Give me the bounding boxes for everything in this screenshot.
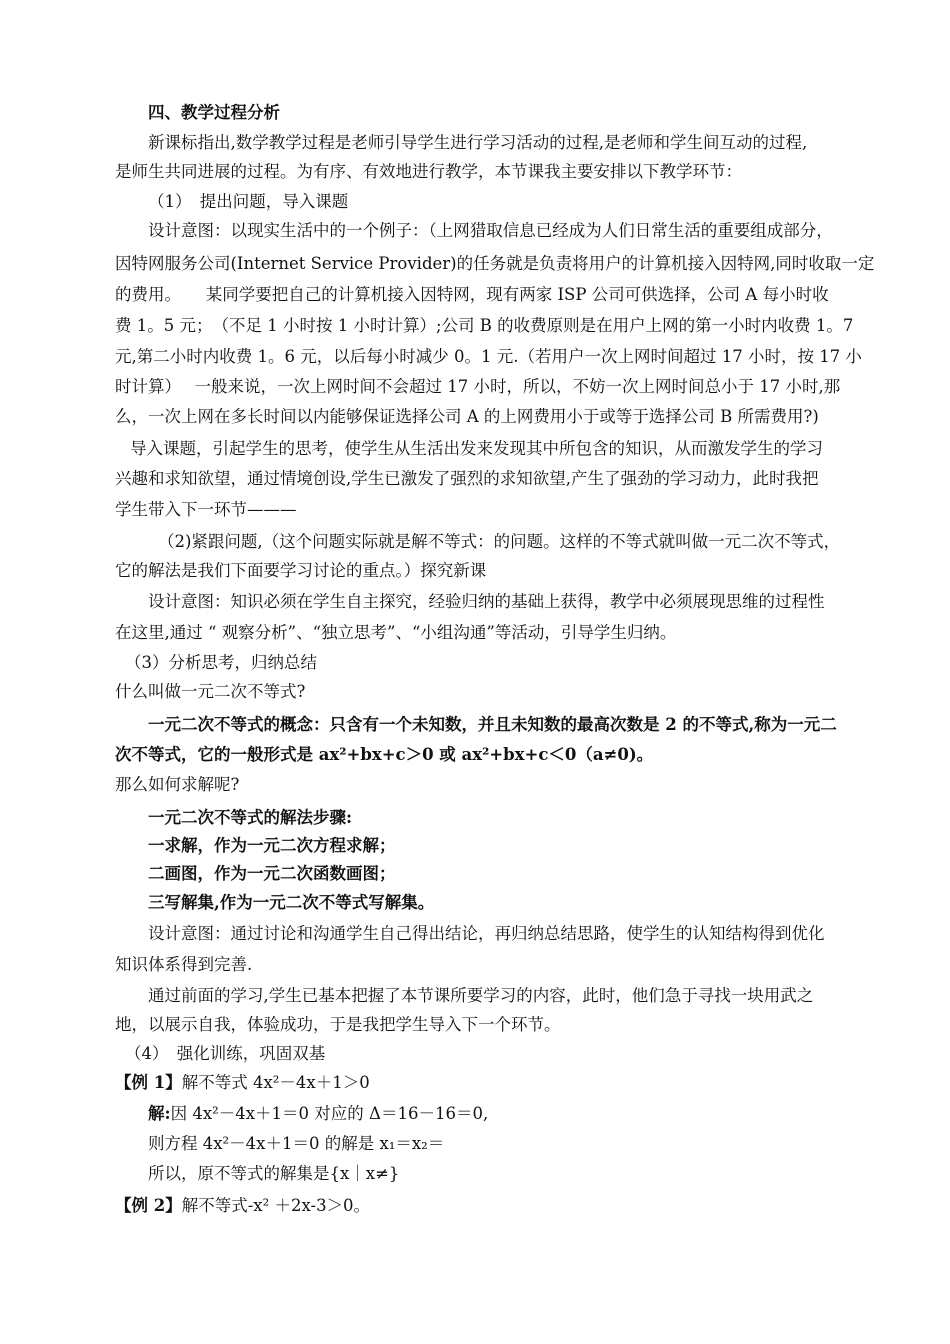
solution-label: 解: — [148, 1104, 171, 1123]
paragraph-line: 在这里,通过 “ 观察分析”、“独立思考”、“小组沟通”等活动，引导学生归纳。 — [115, 623, 677, 642]
paragraph-line: 费 1。5 元； （不足 1 小时按 1 小时计算）;公司 B 的收费原则是在用户上网的第一小时内收费 1。7 — [115, 316, 854, 335]
concept-line: 一元二次不等式的概念：只含有一个未知数，并且未知数的最高次数是 2 的不等式,称为一元二 — [148, 715, 837, 734]
solution-text: 因 4x²－4x＋1＝0 对应的 Δ＝16－16＝0, — [170, 1104, 489, 1123]
example-label: 【例 1】 — [115, 1073, 182, 1092]
paragraph-line: 它的解法是我们下面要学习讨论的重点。）探究新课 — [115, 561, 487, 580]
paragraph-line: 时计算） 一般来说，一次上网时间不会超过 17 小时，所以，不妨一次上网时间总小于 17 小时,那 — [115, 377, 841, 396]
solution-line: 则方程 4x²－4x＋1＝0 的解是 x₁＝x₂＝ — [148, 1134, 445, 1153]
paragraph-line: 因特网服务公司(Internet Service Provider)的任务就是负责将用户的计算机接入因特网,同时收取一定 — [115, 254, 875, 273]
solution-line: 所以，原不等式的解集是{x｜x≠} — [148, 1164, 400, 1183]
example-text: 解不等式-x² ＋2x-3＞0。 — [181, 1196, 371, 1215]
step-item: 二画图，作为一元二次函数画图； — [148, 864, 396, 883]
step-item: 一求解，作为一元二次方程求解； — [148, 836, 396, 855]
concept-line: 次不等式，它的一般形式是 ax²+bx+c＞0 或 ax²+bx+c＜0（a≠0)。 — [115, 745, 654, 764]
step-heading: （4） 强化训练，巩固双基 — [125, 1044, 326, 1063]
example-2 — [115, 1194, 370, 1218]
question-line: 什么叫做一元二次不等式? — [115, 682, 306, 701]
paragraph-line: 的费用。 某同学要把自己的计算机接入因特网，现有两家 ISP 公司可供选择，公司 A 每小时收 — [115, 285, 829, 304]
paragraph-line: 通过前面的学习,学生已基本把握了本节课所要学习的内容，此时，他们急于寻找一块用武之 — [148, 986, 814, 1005]
question-line: 那么如何求解呢? — [115, 775, 240, 794]
paragraph-line: 设计意图：知识必须在学生自主探究，经验归纳的基础上获得，教学中必须展现思维的过程性 — [148, 592, 825, 611]
step-heading: （1） 提出问题，导入课题 — [148, 192, 349, 211]
solution-line — [148, 1102, 488, 1126]
steps-title: 一元二次不等式的解法步骤: — [148, 808, 353, 827]
paragraph-line: 元,第二小时内收费 1。6 元，以后每小时减少 0。1 元.（若用户一次上网时间超过 17 小时，按 17 小 — [115, 347, 862, 366]
paragraph-line: 是师生共同进展的过程。为有序、有效地进行教学，本节课我主要安排以下教学环节： — [115, 162, 742, 181]
step-heading: （2)紧跟问题,（这个问题实际就是解不等式：的问题。这样的不等式就叫做一元二次不等式， — [158, 532, 841, 551]
paragraph-line: 设计意图：以现实生活中的一个例子：（上网猎取信息已经成为人们日常生活的重要组成部分， — [148, 221, 833, 240]
paragraph-line: 地，以展示自我，体验成功，于是我把学生导入下一个环节。 — [115, 1015, 561, 1034]
paragraph-line: 兴趣和求知欲望，通过情境创设,学生已激发了强烈的求知欲望,产生了强劲的学习动力，此时我把 — [115, 469, 819, 488]
step-item: 三写解集,作为一元二次不等式写解集。 — [148, 893, 435, 912]
example-label: 【例 2】 — [115, 1196, 182, 1215]
paragraph-line: 么，一次上网在多长时间以内能够保证选择公司 A 的上网费用小于或等于选择公司 B 所需费用?) — [115, 407, 819, 426]
example-text: 解不等式 4x²－4x＋1＞0 — [181, 1073, 370, 1092]
paragraph-line: 学生带入下一环节——— — [115, 500, 297, 519]
paragraph-line: 设计意图：通过讨论和沟通学生自己得出结论，再归纳总结思路，使学生的认知结构得到优化 — [148, 924, 825, 943]
paragraph-line: 知识体系得到完善. — [115, 955, 253, 974]
step-heading: （3）分析思考，归纳总结 — [125, 653, 317, 672]
example-1 — [115, 1071, 370, 1095]
paragraph-line: 导入课题，引起学生的思考，使学生从生活出发来发现其中所包含的知识，从而激发学生的学习 — [130, 439, 823, 458]
section-title: 四、教学过程分析 — [148, 103, 280, 122]
paragraph-line: 新课标指出,数学教学过程是老师引导学生进行学习活动的过程,是老师和学生间互动的过程, — [148, 133, 808, 152]
